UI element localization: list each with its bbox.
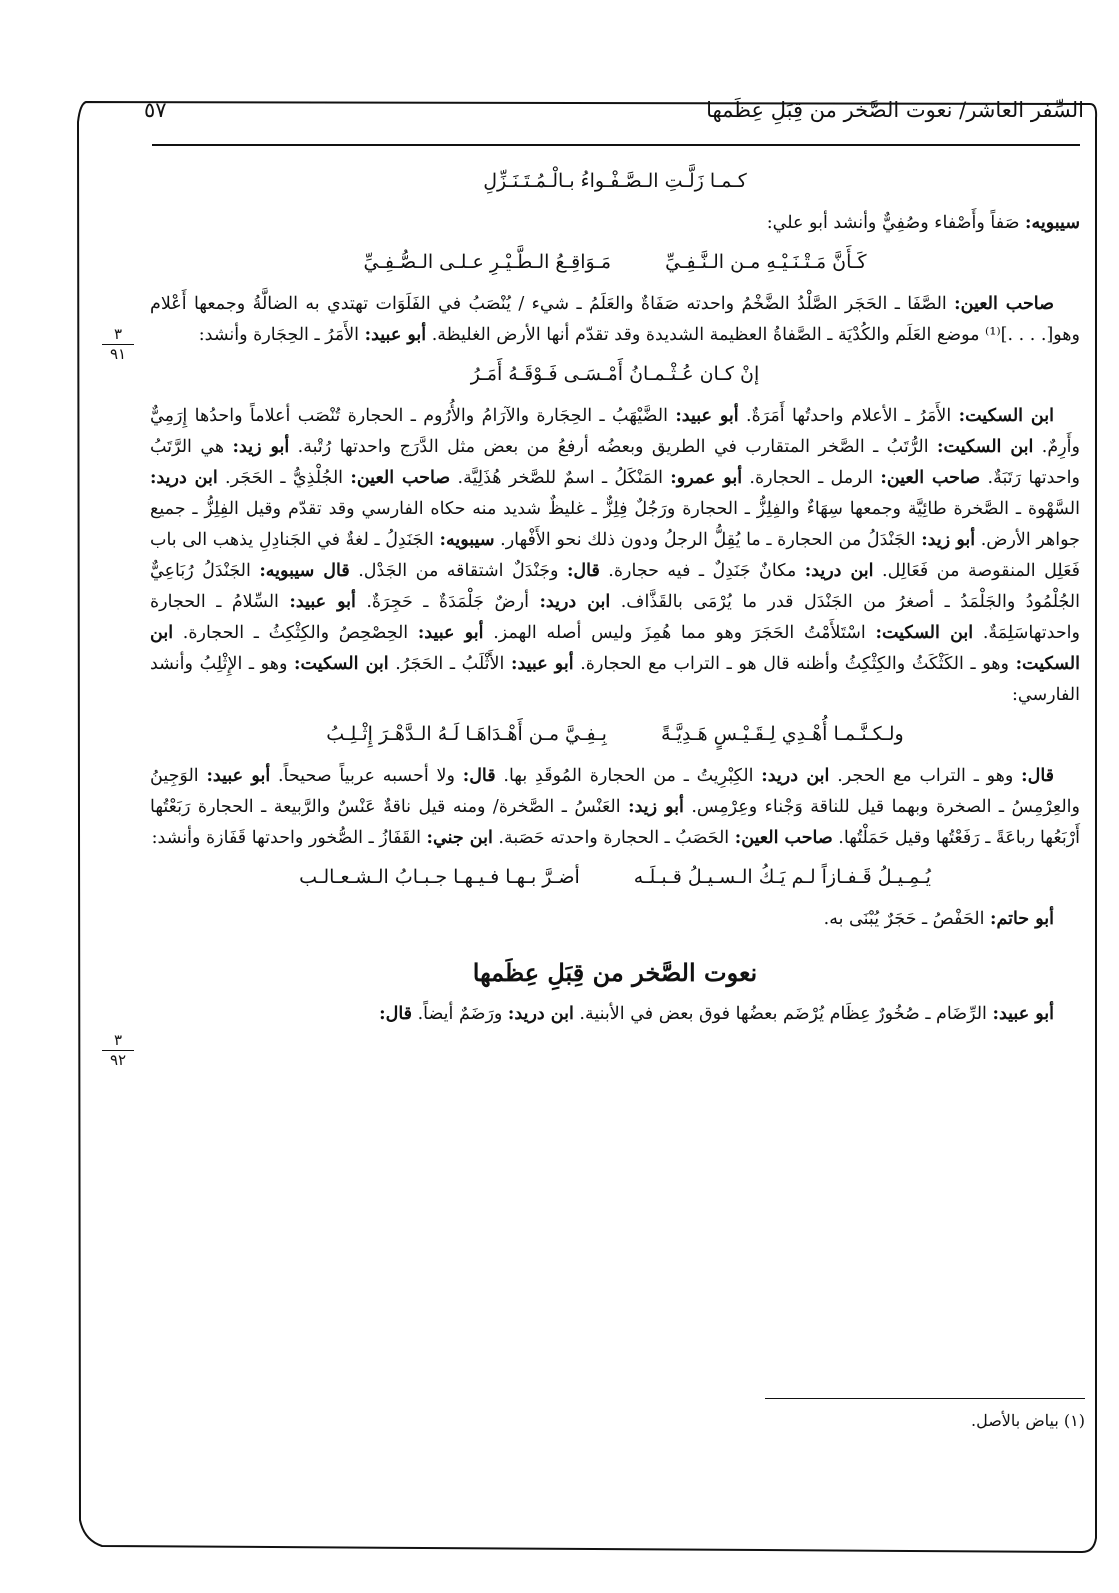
paragraph-text: وهو ـ التراب مع الحجر. (829, 766, 1022, 786)
authority-label: ابن جني: (426, 828, 493, 848)
paragraph-text: أرضٌ جَلْمَدَةٌ ـ حَجِرَةٌ. (355, 592, 540, 612)
paragraph-text: اسْتَلأَمْتُ الحَجَرَ وهو مما هُمِزَ وليس أصله الهمز. (483, 623, 876, 643)
authority-label: أبو عبيد: (364, 325, 427, 345)
paragraph-text: القَفَازُ ـ الصُّخور واحدتها قَفَازة وأنشد: (151, 828, 427, 848)
paragraph (150, 208, 1080, 239)
paragraph-text: الكِبْرِيتُ ـ من الحجارة المُوقَدِ بها. (495, 766, 762, 786)
authority-label: ابن السكيت: (875, 623, 974, 643)
paragraph (150, 401, 1080, 711)
authority-label: قال: (462, 766, 496, 786)
authority-label: أبو عمرو: (670, 468, 743, 488)
authority-label: قال: (379, 1004, 413, 1024)
verse-hemistich: أضـرَّ بـهـا فـيـهـا جـبـابُ الـشـعـالـب (299, 866, 580, 888)
authority-label: أبو عبيد: (289, 592, 356, 612)
paragraph-text: الجَنْدَلُ من الحجارة ـ ما يُقِلُّ الرجلُ ودون ذلك نحو الأَفْهار. (494, 530, 922, 550)
verse-line (150, 862, 1080, 892)
folio-page: ٩٢ (109, 1051, 127, 1069)
authority-label: صاحب العين: (954, 294, 1054, 314)
paragraph-text: الرِّضَام ـ صُخُورٌ عِظَام يُرْضَم بعضُها فوق بعض في الأبنية. (573, 1004, 993, 1024)
running-header-title: السِّفر العاشر/ نعوت الصَّخر من قِبَلِ عِظَمها (706, 98, 1084, 122)
authority-label: أبو حاتم: (990, 909, 1054, 929)
verse-line (150, 247, 1080, 277)
paragraph (150, 999, 1080, 1030)
page-number: ٥٧ (144, 98, 167, 122)
paragraph-text: الضَّيْهَبُ ـ الحِجَارة والآرَامُ والأُرُوم ـ الحجارة تُنْصَب أعلاماً واحدُها إِرَمِيٌّ وأَرِمٌ. (150, 406, 1080, 457)
authority-label: ابن دريد: (804, 561, 874, 581)
paragraph-text: الأَمَرُ ـ الأعلام واحدتُها أَمَرَةٌ. (738, 406, 959, 426)
verse-line: إنْ كـان عُـثْـمـانُ أَمْـسَـى فَـوْقَـهُ أَمَـرُ (470, 363, 760, 385)
authority-label: ابن دريد: (507, 1004, 574, 1024)
paragraph-text: الأَثْلَبُ ـ الحَجَرُ. (388, 654, 511, 674)
folio-number: ٣ (113, 1031, 123, 1049)
authority-label: أبو عبيد: (675, 406, 739, 426)
footnote-text: بياض بالأصل. (970, 1411, 1059, 1430)
paragraph-text: الحَفْصُ ـ حَجَرٌ يُبْنَى به. (823, 909, 990, 929)
authority-label: ابن السكيت: (958, 406, 1054, 426)
authority-label: أبو زيد: (628, 797, 684, 817)
paragraph-text: الجُلْذِيُّ ـ الحَجَر. (217, 468, 351, 488)
folio-page: ٩١ (109, 345, 127, 363)
authority-label: قال سيبويه: (259, 561, 350, 581)
authority-label: ابن السكيت: (294, 654, 389, 674)
authority-label: ابن السكيت: (150, 623, 1080, 674)
footnote (700, 1406, 1085, 1436)
authority-label: سيبويه: (1025, 213, 1080, 233)
paragraph-text: الأَمَرُ ـ الحِجَارة وأنشد: (198, 325, 365, 345)
header-rule (152, 144, 1080, 146)
margin-folio-mark-1 (96, 326, 140, 362)
paragraph-text: ورَضَمٌ أيضاً. (412, 1004, 508, 1024)
paragraph-text: السَّهْوة ـ الصَّخرة طائِيَّة وجمعها سِهَاءٌ والفِلِزُّ ـ الحجارة ورَجُلٌ فِلِزٌّ ـ غليظٌ شديد منه حكاه الفارسي وقد تقدّم وقيل الفِلِزُّ ـ جميع جواهر الأرض. (150, 499, 1080, 550)
authority-label: صاحب العين: (880, 468, 981, 488)
footnote-marker: (١) (1063, 1411, 1085, 1430)
margin-folio-mark-2 (96, 1032, 140, 1068)
paragraph-text: الصَّفَا ـ الحَجَر الصَّلْدُ الضَّخْمُ واحدته صَفَاةٌ والعَلَمُ ـ شيء / يُنْصَبُ في الفَلَوَات تهتدي به الضالَّةُ وجمعها أَعْلام وهو[. . . .]⁽¹⁾ موضع العَلَم والكُدْيَة ـ الصَّفاةُ العظيمة الشديدة وقد تقدّم أنها الأرض الغليظة. (150, 294, 1080, 345)
verse-hemistich: ولـكـنَّـمـا أُهْـدِي لِـقَـيْـسٍ هَـدِيَّـةً (660, 723, 904, 745)
authority-label: أبو عبيد: (417, 623, 484, 643)
paragraph (150, 904, 1080, 935)
paragraph-text: الحِصْحِصُ والكِثْكِثُ ـ الحجارة. (173, 623, 418, 643)
paragraph-text: الجَنْدَلُ رُبَاعِيٌّ الجُلْمُودُ والجَلْمَدُ ـ أصغرُ من الجَنْدَل قدر ما يُرْمَى بالقَذَّاف. (150, 561, 1080, 612)
authority-label: ابن دريد: (539, 592, 611, 612)
paragraph-text: هي الرَّتَبُ واحدتها رَتَبَةٌ. (150, 437, 1080, 488)
verse-line (150, 719, 1080, 749)
page-body (150, 158, 1080, 1358)
paragraph-text: وجَنْدَلٌ اشتقاقه من الجَدْل. (349, 561, 567, 581)
authority-label: أبو زيد: (921, 530, 976, 550)
authority-label: ابن دريد: (150, 468, 218, 488)
authority-label: سيبويه: (439, 530, 495, 550)
authority-label: قال: (1021, 766, 1055, 786)
authority-label: ابن دريد: (761, 766, 830, 786)
authority-label: أبو زيد: (232, 437, 290, 457)
authority-label: قال: (566, 561, 600, 581)
authority-label: صاحب العين: (350, 468, 451, 488)
verse-hemistich: مَـوَاقِـعُ الـطَّـيْـرِ عـلـى الـصُّـفِـيِّ (363, 251, 612, 273)
authority-label: أبو عبيد: (511, 654, 574, 674)
authority-label: أبو عبيد: (206, 766, 271, 786)
paragraph-text: الجَنَدِلُ ـ لغةٌ في الجَنادِلِ يذهب الى باب فَعَلِل المنقوصة من فَعَالِل. (150, 530, 1081, 581)
verse-hemistich: كَـأَنَّ مَـتْـنَـيْـهِ مـن الـنَّـفِـيِّ (665, 251, 867, 273)
paragraph (150, 289, 1080, 351)
paragraph-text: العَنْسُ ـ الصَّخرة/ ومنه قيل ناقةٌ عَنْسٌ والرَّبيعة ـ الحجارة رَبَعْتُها أَرْبَعُها رباعَةً ـ رَفَعْتُها وقيل حَمَلْتُها. (150, 797, 1080, 848)
verse-line: كـمـا زَلَّـتِ الـصَّـفْـواءُ بـالْـمُـتَـنَـزِّلِ (483, 170, 747, 192)
authority-label: أبو عبيد: (992, 1004, 1054, 1024)
paragraph-text: السِّلامُ ـ الحجارة واحدتهاسَلِمَةٌ. (150, 592, 1080, 643)
footnote-rule (765, 1398, 1085, 1399)
paragraph-text: مكانٌ جَنَدِلٌ ـ فيه حجارة. (599, 561, 805, 581)
verse-hemistich: بِـفِـيَّ مـن أَهْـدَاهَـا لَـهُ الـدَّهْـرَ إِثْـلِـبُ (326, 723, 607, 745)
paragraph-text: المَنْكَلُ ـ اسمٌ للصَّخر هُذَلِيَّة. (450, 468, 671, 488)
section-heading: نعوت الصَّخر من قِبَلِ عِظَمها (472, 958, 758, 987)
paragraph-text: ولا أحسبه عربياً صحيحاً. (270, 766, 463, 786)
verse-hemistich: يُـمِـيـلُ قَـفـازاً لـم يَـكُ الـسـيـلُ قـبـلَـه (633, 866, 931, 888)
paragraph-text: الوَجِينُ والعِرْمِسُ ـ الصخرة وبهما قيل للناقة وَجْناء وعِرْمِس. (150, 766, 1080, 817)
paragraph-text: الرمل ـ الحجارة. (742, 468, 881, 488)
paragraph-text: الرُّتَبُ ـ الصَّخر المتقارب في الطريق وبعضُه أرفعُ من بعض مثل الدَّرَج واحدتها رُتْبة. (289, 437, 937, 457)
folio-number: ٣ (113, 325, 123, 343)
authority-label: صاحب العين: (734, 828, 833, 848)
paragraph-text: الحَصَبُ ـ الحجارة واحدته حَصَبة. (492, 828, 735, 848)
paragraph-text: وهو ـ الإِثْلِبُ وأنشد الفارسي: (150, 654, 1080, 705)
paragraph-text: وهو ـ الكَثْكَثُ والكِثْكِثُ وأظنه قال هو ـ التراب مع الحجارة. (573, 654, 1016, 674)
paragraph-text: صَفاً وأَصْفاء وصُفِيٌّ وأنشد أبو علي: (766, 213, 1026, 233)
authority-label: ابن السكيت: (937, 437, 1034, 457)
paragraph (150, 761, 1080, 854)
